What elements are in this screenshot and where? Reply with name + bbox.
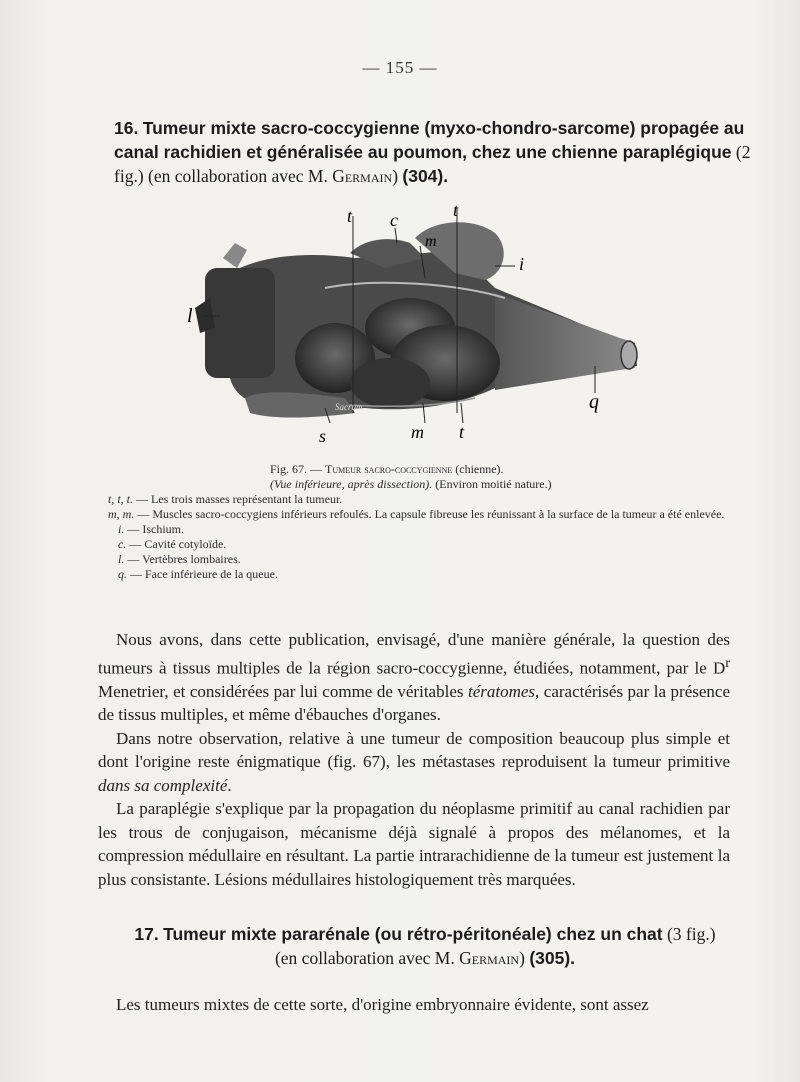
- section-17-heading: [115, 922, 735, 970]
- section-17-ref: (305).: [529, 948, 576, 968]
- anatomical-drawing: [175, 198, 655, 458]
- label-s: s: [319, 426, 327, 446]
- figure-caption-subtitle: (Vue inférieure, après dissection). (Environ moitié nature.): [270, 477, 552, 491]
- paragraph: La paraplégie s'explique par la propagation du néoplasme primitif au canal rachidien par les trous de conjugaison, mécanisme déjà signalé à propos des mélanomes, et la compression médullaire en résultant. La partie intrarachidienne de la tumeur est justement la plus consistante. Lésions médullaires histologiquement très marquées.: [98, 799, 730, 889]
- label-sacrum: Sacrum: [335, 402, 363, 412]
- section-17-figs: (3 fig.): [666, 924, 716, 944]
- label-m-top: m: [425, 233, 437, 250]
- legend-row: c. — Cavité cotyloïde.: [118, 537, 227, 551]
- section-16-figs: (2 fig.): [114, 142, 751, 186]
- body-text-section-16: [98, 628, 730, 891]
- section-16-ref: (304).: [402, 166, 449, 186]
- page-number: — 155 —: [362, 58, 438, 77]
- label-i: i: [519, 254, 525, 274]
- legend-row: l. — Vertèbres lombaires.: [118, 552, 241, 566]
- legend-row: m, m. — Muscles sacro-coccygiens inférieurs refoulés. La capsule fibreuse les réunissant à la surface de la tumeur a été enlevée.: [108, 507, 725, 521]
- legend-row: i. — Ischium.: [118, 522, 185, 536]
- legend-row: t, t, t. — Les trois masses représentant la tumeur.: [108, 492, 343, 506]
- section-16-collab: (en collaboration avec M. Germain): [148, 166, 399, 186]
- section-16-title: Tumeur mixte sacro-coccygienne (myxo-chondro-sarcome) propagée au canal rachidien et généralisée au poumon, chez une chienne paraplégique: [114, 118, 745, 162]
- label-q: q: [589, 391, 599, 413]
- paragraph: Les tumeurs mixtes de cette sorte, d'origine embryonnaire évidente, sont assez: [116, 995, 649, 1014]
- label-l: l: [187, 305, 193, 327]
- section-17-collab: (en collaboration avec M. Germain): [274, 948, 525, 968]
- section-17-number: 17.: [134, 924, 159, 944]
- section-16-number: 16.: [114, 118, 139, 138]
- label-t-right: t: [453, 200, 459, 220]
- label-c: c: [390, 210, 398, 230]
- paragraph: Nous avons, dans cette publication, envisagé, d'une manière générale, la question des tumeurs à tissus multiples de la région sacro-coccygienne, étudiées, notamment, par le $D^r$ Menetrier, et considérées par lui comme de véritables tératomes, caractérisés par la présence de tissus multiples, et même d'ébauches d'organes.: [98, 630, 730, 725]
- section-17-title: Tumeur mixte pararénale (ou rétro-péritonéale) chez un chat: [163, 924, 663, 944]
- figure-caption: [270, 462, 730, 492]
- figure-caption-title: Fig. 67. — Tumeur sacro-coccygienne (chienne).: [270, 462, 504, 476]
- figure-67-illustration: [175, 198, 655, 458]
- label-t-left: t: [347, 206, 353, 226]
- body-text-section-17: [98, 993, 730, 1017]
- label-t-bottom: t: [459, 422, 465, 442]
- label-m-bottom: m: [411, 422, 424, 442]
- section-16-heading: [100, 116, 754, 188]
- paragraph: Dans notre observation, relative à une tumeur de composition beaucoup plus simple et dont l'origine reste énigmatique (fig. 67), les métastases reproduisent la tumeur primitive dans sa complexité.: [98, 728, 730, 795]
- legend-row: q. — Face inférieure de la queue.: [118, 567, 278, 581]
- figure-legend: [108, 492, 728, 582]
